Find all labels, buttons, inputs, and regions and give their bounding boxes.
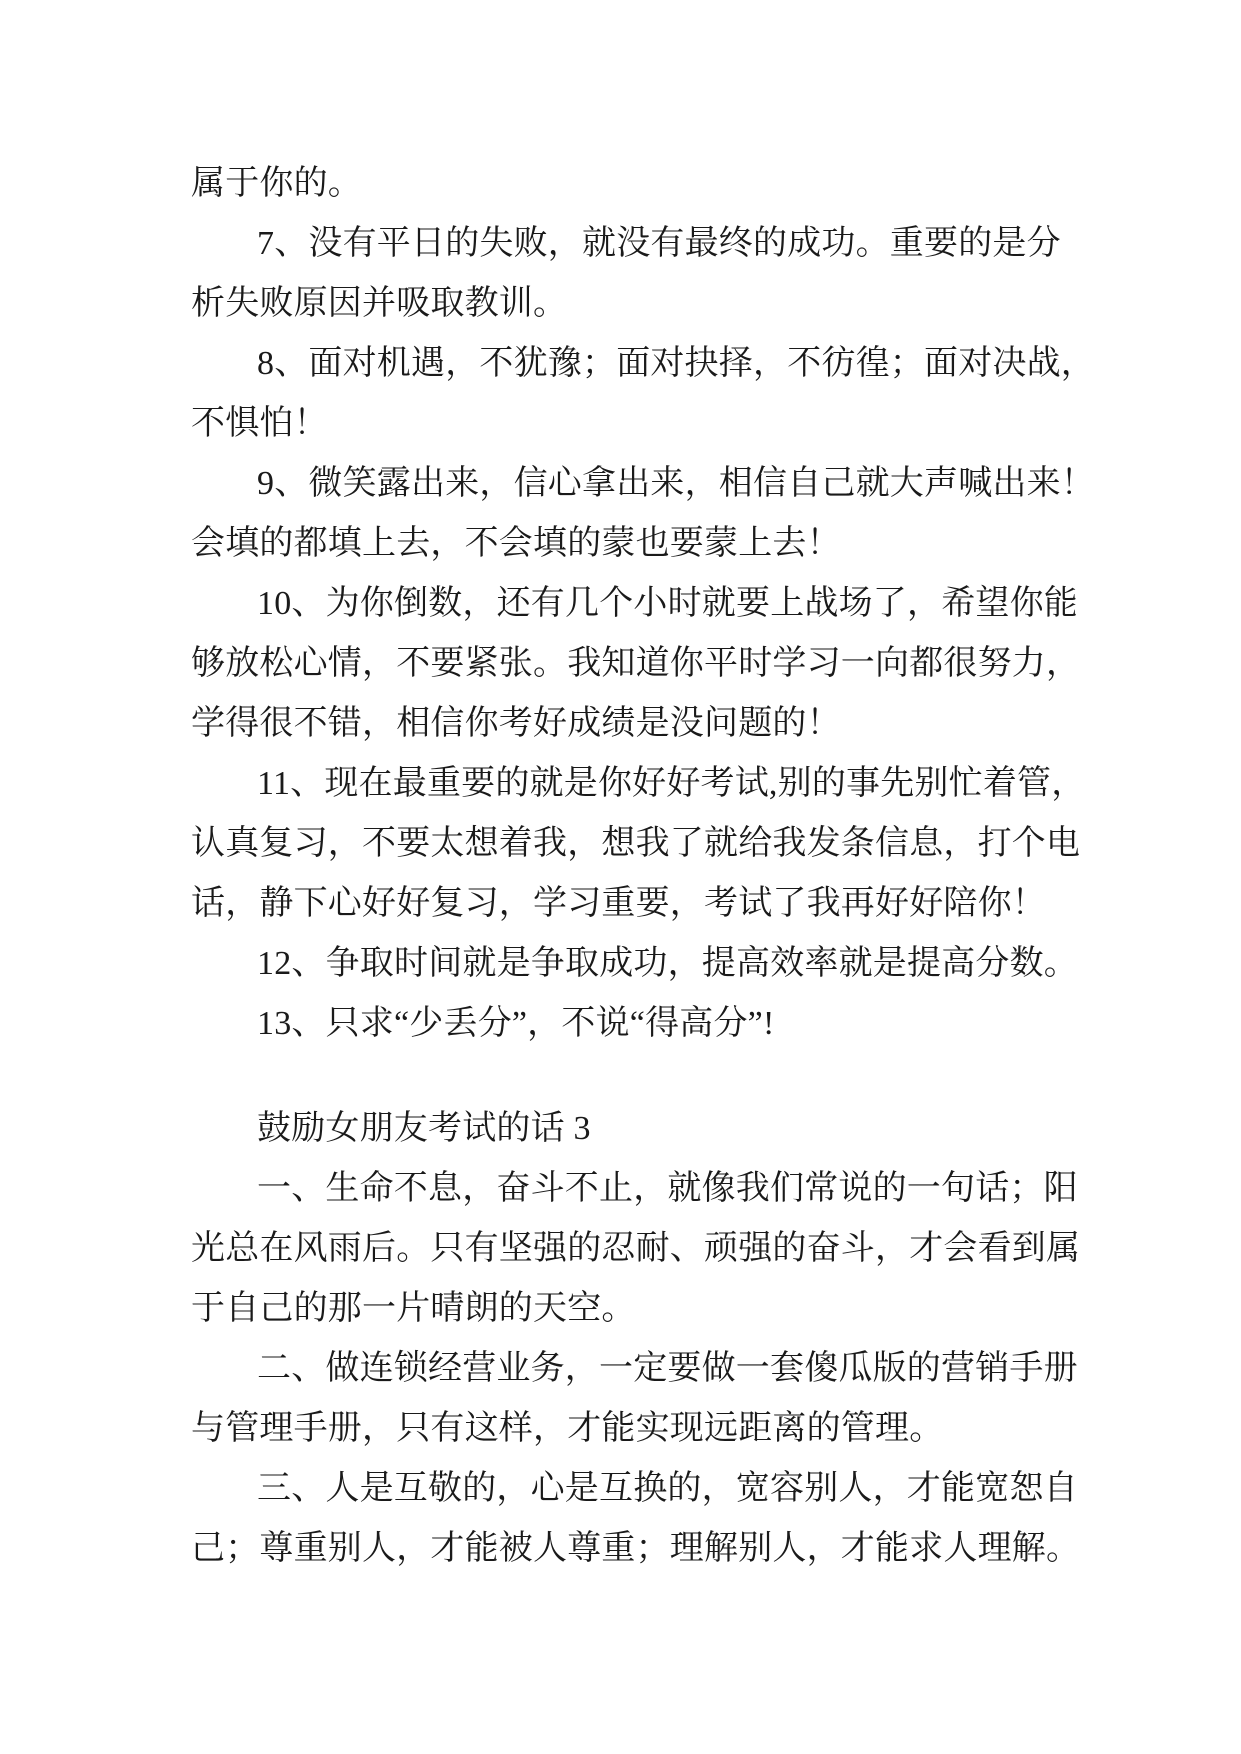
paragraph-line: 会填的都填上去，不会填的蒙也要蒙上去！ xyxy=(191,525,841,562)
paragraph-line: 认真复习，不要太想着我，想我了就给我发条信息，打个电 xyxy=(191,825,1081,862)
paragraph-line: 13、只求“少丢分”，不说“得高分”! xyxy=(257,1005,775,1042)
paragraph-line: 10、为你倒数，还有几个小时就要上战场了，希望你能 xyxy=(257,585,1078,622)
section-heading: 鼓励女朋友考试的话 3 xyxy=(257,1110,591,1147)
paragraph-line: 属于你的。 xyxy=(191,165,362,202)
paragraph-line: 于自己的那一片晴朗的天空。 xyxy=(191,1290,636,1327)
paragraph-line: 二、做连锁经营业务，一定要做一套傻瓜版的营销手册 xyxy=(257,1350,1078,1387)
paragraph-line: 光总在风雨后。只有坚强的忍耐、顽强的奋斗，才会看到属 xyxy=(191,1230,1081,1267)
paragraph-line: 9、微笑露出来，信心拿出来，相信自己就大声喊出来！ xyxy=(257,465,1095,502)
paragraph-line: 7、没有平日的失败，就没有最终的成功。重要的是分 xyxy=(257,225,1061,262)
paragraph-line: 不惧怕！ xyxy=(191,405,328,442)
paragraph-line: 己；尊重别人，才能被人尊重；理解别人，才能求人理解。 xyxy=(191,1530,1081,1567)
paragraph-line: 学得很不错，相信你考好成绩是没问题的！ xyxy=(191,705,841,742)
paragraph-line: 话，静下心好好复习，学习重要，考试了我再好好陪你！ xyxy=(191,885,1046,922)
paragraph-line: 三、人是互敬的，心是互换的，宽容别人，才能宽恕自 xyxy=(257,1470,1078,1507)
paragraph-line: 与管理手册，只有这样，才能实现远距离的管理。 xyxy=(191,1410,944,1447)
paragraph-line: 一、生命不息，奋斗不止，就像我们常说的一句话；阳 xyxy=(257,1170,1078,1207)
paragraph-line: 够放松心情，不要紧张。我知道你平时学习一向都很努力， xyxy=(191,645,1081,682)
paragraph-line: 11、现在最重要的就是你好好考试,别的事先别忙着管， xyxy=(257,765,1086,802)
paragraph-line: 8、面对机遇，不犹豫；面对抉择，不彷徨；面对决战， xyxy=(257,345,1095,382)
paragraph-line: 析失败原因并吸取教训。 xyxy=(191,285,568,322)
paragraph-line: 12、争取时间就是争取成功，提高效率就是提高分数。 xyxy=(257,945,1078,982)
paragraph-spacer xyxy=(191,1054,1081,1099)
